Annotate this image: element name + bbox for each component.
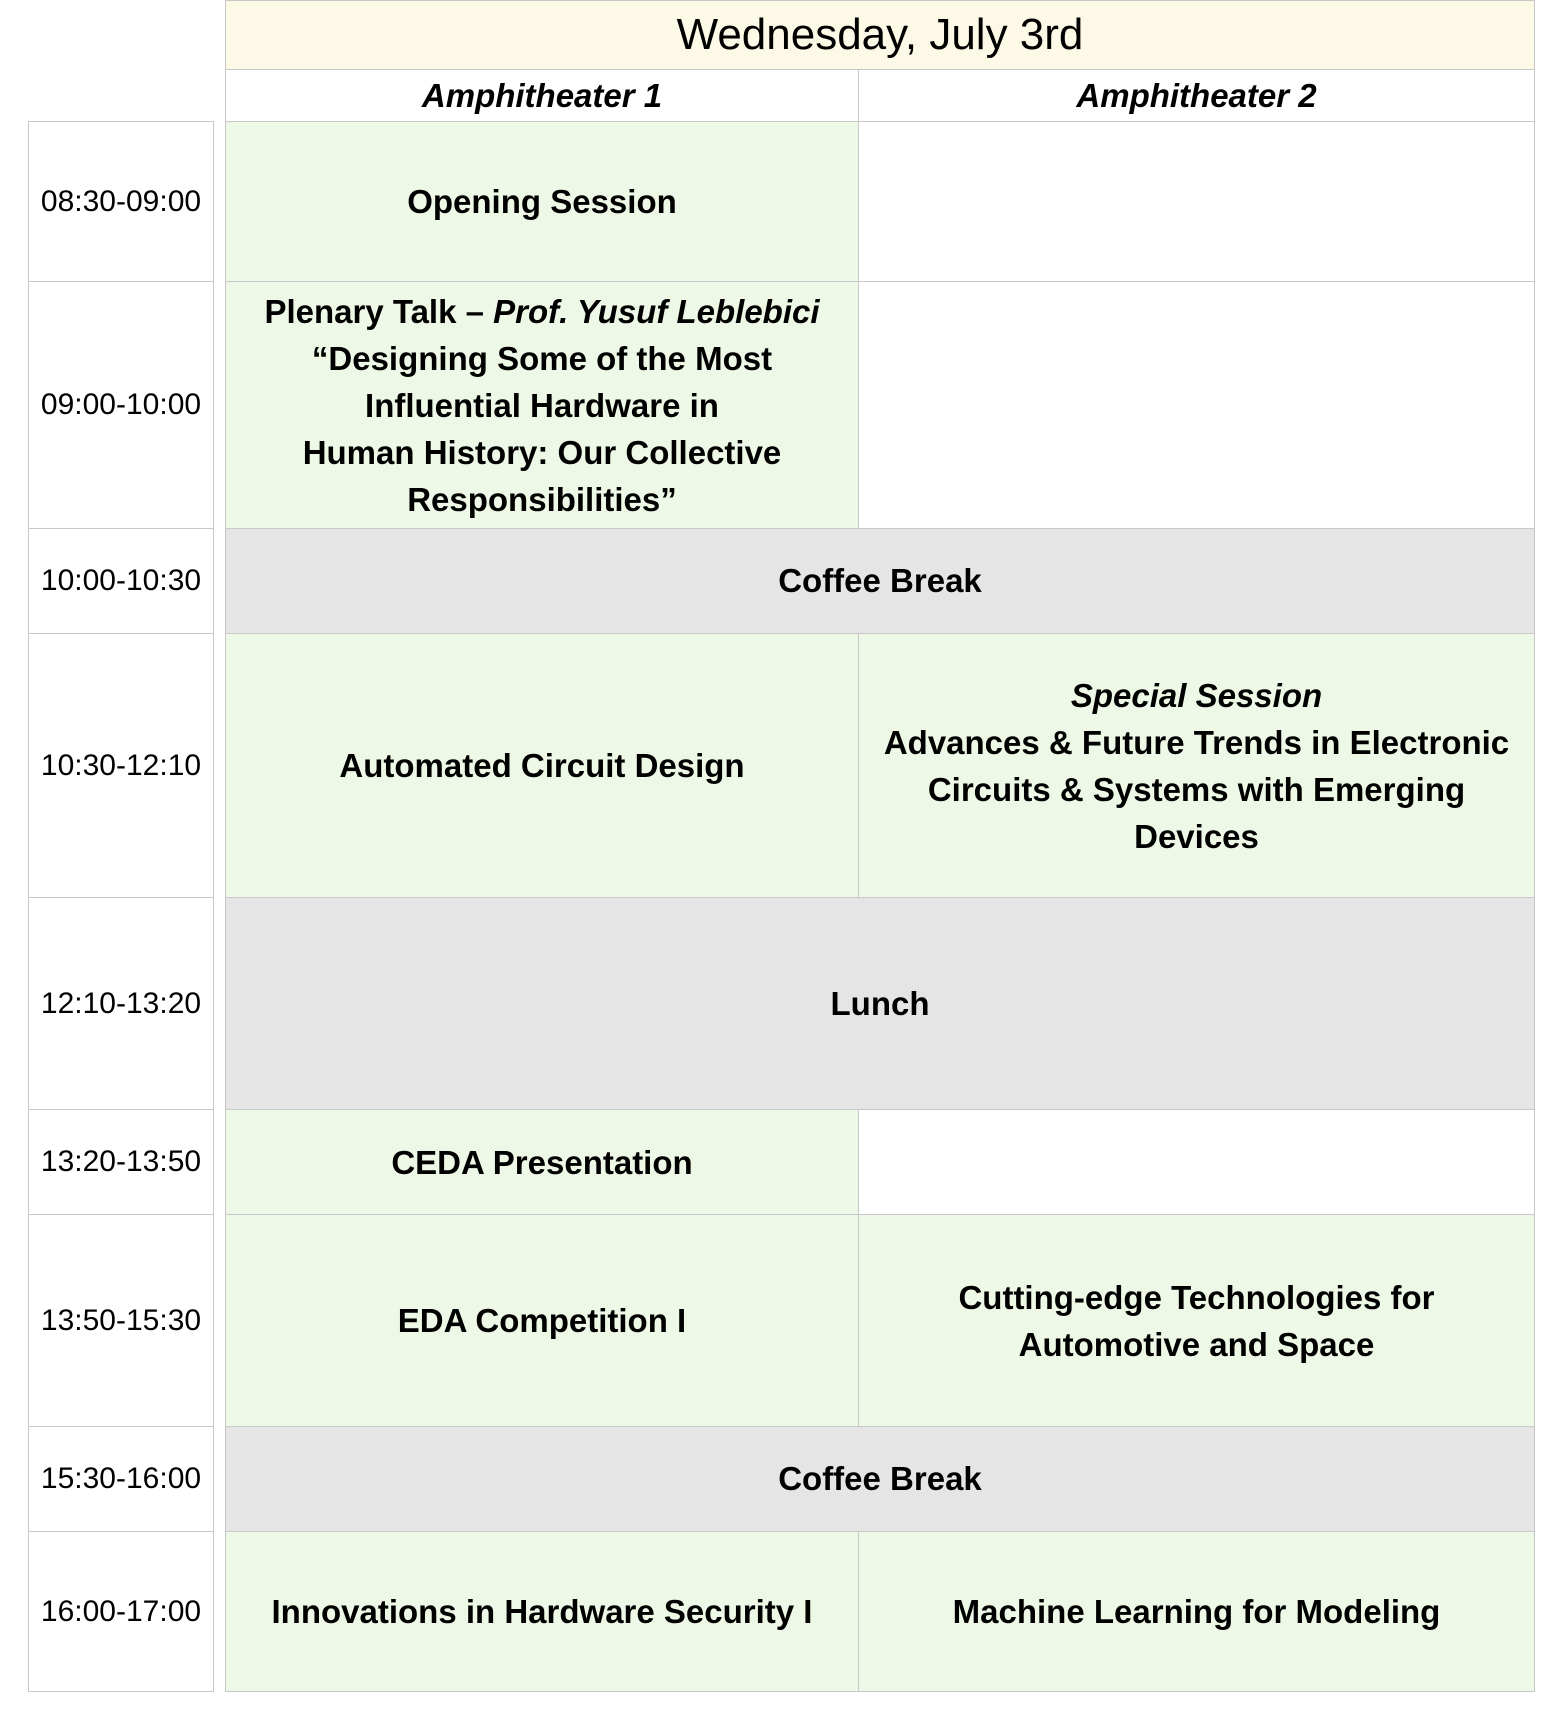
coffee-break: Coffee Break xyxy=(225,528,1535,634)
time-slot: 08:30-09:00 xyxy=(28,121,214,282)
time-slot: 13:50-15:30 xyxy=(28,1214,214,1427)
lunch-break: Lunch xyxy=(225,897,1535,1110)
time-slot: 09:00-10:00 xyxy=(28,281,214,529)
session-special xyxy=(858,633,1535,898)
special-session-title-line: Advances & Future Trends in Electronic xyxy=(883,723,1510,761)
session-opening: Opening Session xyxy=(225,121,859,282)
session-cutting-edge-technologies xyxy=(858,1214,1535,1427)
time-slot: 12:10-13:20 xyxy=(28,897,214,1110)
time-slot: 13:20-13:50 xyxy=(28,1109,214,1215)
day-title: Wednesday, July 3rd xyxy=(225,0,1535,70)
special-session-label: Special Session xyxy=(1070,676,1323,714)
plenary-title-line: “Designing Some of the Most xyxy=(311,339,773,377)
session-hardware-security: Innovations in Hardware Security I xyxy=(225,1531,859,1692)
empty-slot xyxy=(858,121,1535,282)
coffee-break: Coffee Break xyxy=(225,1426,1535,1532)
plenary-title-line: Human History: Our Collective xyxy=(302,433,782,471)
cutting-edge-title-line: Cutting-edge Technologies for xyxy=(958,1278,1435,1316)
plenary-title-line: Responsibilities” xyxy=(407,480,677,518)
plenary-title-line: Influential Hardware in xyxy=(365,386,719,424)
session-ceda-presentation: CEDA Presentation xyxy=(225,1109,859,1215)
session-machine-learning-modeling: Machine Learning for Modeling xyxy=(858,1531,1535,1692)
time-slot: 10:00-10:30 xyxy=(28,528,214,634)
session-automated-circuit-design: Automated Circuit Design xyxy=(225,633,859,898)
empty-slot xyxy=(858,281,1535,529)
time-slot: 16:00-17:00 xyxy=(28,1531,214,1692)
empty-slot xyxy=(858,1109,1535,1215)
room-header-amphitheater-1: Amphitheater 1 xyxy=(225,69,859,122)
session-plenary-talk xyxy=(225,281,859,529)
session-eda-competition: EDA Competition I xyxy=(225,1214,859,1427)
plenary-speaker: Prof. Yusuf Leblebici xyxy=(493,292,820,330)
time-slot: 15:30-16:00 xyxy=(28,1426,214,1532)
special-session-title-line: Circuits & Systems with Emerging Devices xyxy=(927,770,1466,855)
cutting-edge-title-line: Automotive and Space xyxy=(1018,1325,1375,1363)
room-header-amphitheater-2: Amphitheater 2 xyxy=(858,69,1535,122)
time-slot: 10:30-12:10 xyxy=(28,633,214,898)
plenary-prefix: Plenary Talk – xyxy=(264,292,494,330)
